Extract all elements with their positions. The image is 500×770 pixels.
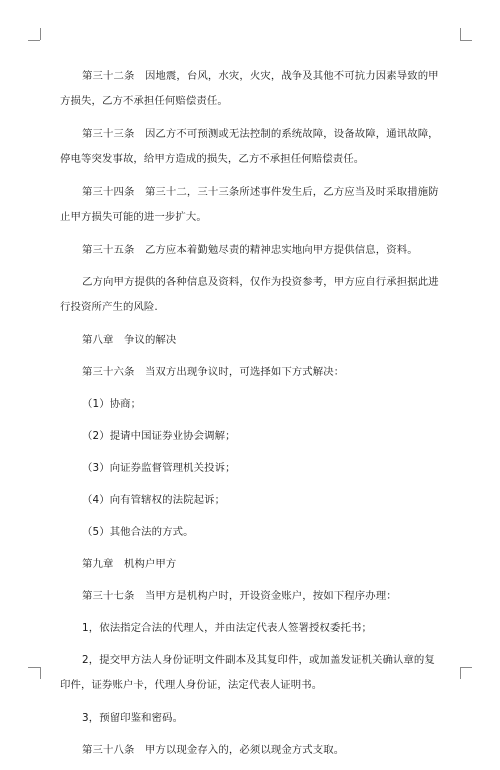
article-38: 第三十八条 甲方以现金存入的，必须以现金方式支取。 (82, 744, 345, 756)
crop-mark-bottom-left-v (40, 667, 41, 679)
article-35: 第三十五条 乙方应本着勤勉尽责的精神忠实地向甲方提供信息，资料。 (82, 244, 418, 256)
article-37: 第三十七条 当甲方是机构户时，开设资金账户，按如下程序办理： (82, 590, 397, 602)
article-34: 第三十四条 第三十二，三十三条所述事件发生后，乙方应当及时采取措施防止甲方损失可能的进一步扩大。 (60, 186, 439, 223)
procedure-step-2: 2，提交甲方法人身份证明文件副本及其复印件，或加盖发证机关确认章的复印件，证券账户卡，代理人身份证，法定代表人证明书。 (60, 654, 435, 691)
article-36: 第三十六条 当双方出现争议时，可选择如下方式解决： (82, 366, 345, 378)
crop-mark-bottom-right-v (460, 667, 461, 679)
crop-mark-bottom-left (28, 667, 40, 668)
list-item-4: （4）向有管辖权的法院起诉； (82, 494, 226, 506)
document-body (60, 64, 444, 770)
procedure-step-1: 1，依法指定合法的代理人，并由法定代表人签署授权委托书； (82, 622, 372, 634)
procedure-step-3: 3，预留印鉴和密码。 (82, 712, 184, 724)
list-item-3: （3）向证券监督管理机关投诉； (82, 462, 236, 474)
list-item-1: （1）协商； (82, 398, 142, 410)
chapter-8-heading: 第八章 争议的解决 (82, 334, 177, 346)
crop-mark-top-left-v (40, 28, 41, 40)
crop-mark-top-right (460, 40, 472, 41)
list-item-2: （2）提请中国证券业协会调解； (82, 430, 236, 442)
information-disclaimer: 乙方向甲方提供的各种信息及资料，仅作为投资参考，甲方应自行承担据此进行投资所产生的风险. (60, 276, 439, 313)
article-32: 第三十二条 因地震，台风，水灾，火灾，战争及其他不可抗力因素导致的甲方损失，乙方不承担任何赔偿责任。 (60, 70, 439, 107)
article-33: 第三十三条 因乙方不可预测或无法控制的系统故障，设备故障，通讯故障，停电等突发事故，给甲方造成的损失，乙方不承担任何赔偿责任。 (60, 128, 439, 165)
crop-mark-top-right-v (460, 28, 461, 40)
chapter-9-heading: 第九章 机构户甲方 (82, 558, 177, 570)
list-item-5: （5）其他合法的方式。 (82, 526, 194, 538)
crop-mark-top-left (28, 40, 40, 41)
crop-mark-bottom-right (460, 667, 472, 668)
